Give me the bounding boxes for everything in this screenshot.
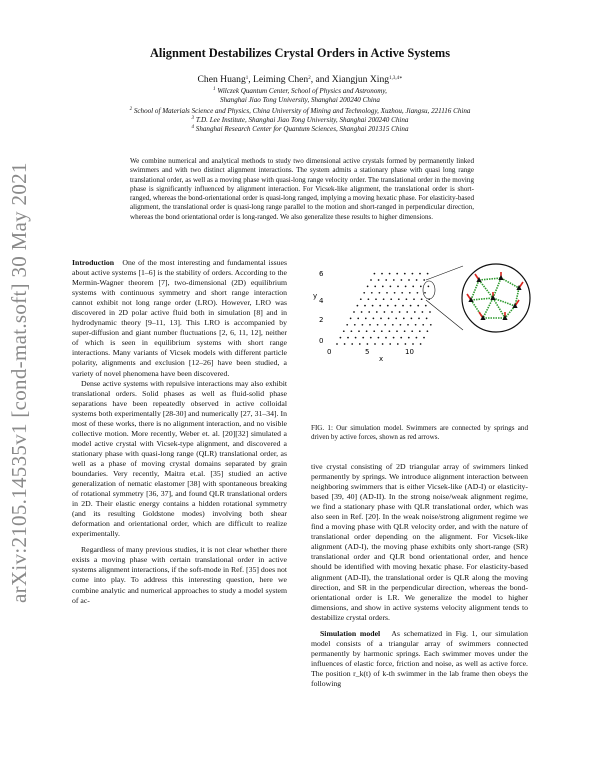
lattice-point <box>422 324 424 326</box>
lattice-point <box>408 279 410 281</box>
affiliation: $^2$ School of Materials Science and Physics, China University of Mining and Technology, Xuzhou, Jiangsu, 221116 China <box>129 107 471 115</box>
lattice-point <box>385 279 387 281</box>
x-tick-label: 5 <box>365 348 370 356</box>
y-axis-label: y <box>313 292 318 300</box>
lattice-point <box>401 292 403 294</box>
y-tick-label: 4 <box>319 297 324 305</box>
lattice-point <box>389 330 391 332</box>
lattice-point <box>379 292 381 294</box>
lattice-point <box>343 330 345 332</box>
lattice-point <box>340 337 342 339</box>
lattice-point <box>387 305 389 307</box>
lattice-point <box>382 286 384 288</box>
lattice-point <box>396 330 398 332</box>
lattice-point <box>419 273 421 275</box>
lattice-point <box>405 286 407 288</box>
lattice-point <box>397 286 399 288</box>
lattice-point <box>355 337 357 339</box>
figure-1 <box>311 258 531 398</box>
lattice-point <box>351 343 353 345</box>
lattice-point <box>407 324 409 326</box>
lattice-point <box>415 324 417 326</box>
lattice-point <box>392 324 394 326</box>
section-heading: Introduction <box>72 258 115 267</box>
lattice-point <box>416 337 418 339</box>
lattice-point <box>366 330 368 332</box>
lattice-point <box>424 292 426 294</box>
lattice-point <box>379 305 381 307</box>
lattice-point <box>382 343 384 345</box>
x-tick-label: 10 <box>405 348 414 356</box>
lattice-point <box>374 343 376 345</box>
lattice-point <box>430 324 432 326</box>
lattice-point <box>418 318 420 320</box>
lattice-point <box>413 298 415 300</box>
lattice-point <box>414 311 416 313</box>
x-axis-label: x <box>379 355 384 363</box>
lattice-point <box>359 343 361 345</box>
lattice-point <box>346 324 348 326</box>
lattice-point <box>375 298 377 300</box>
lattice-point <box>373 318 375 320</box>
lattice-point <box>420 343 422 345</box>
lattice-point <box>411 318 413 320</box>
lattice-point <box>377 324 379 326</box>
lattice-point <box>373 330 375 332</box>
right-column <box>311 462 528 689</box>
x-tick-label: 0 <box>327 348 332 356</box>
lattice-point <box>406 311 408 313</box>
intro-paragraph: Dense active systems with repulsive interactions may also exhibit translational orders. Solid phases as well as fluid-solid phase separations have been repeatedly observed in active colloidal systems both experimentally [28-30] and numerically [27, 31–34]. In most of these works, there is no alignment interaction, and no visible collective motion. More recently, Weber et. al. [20][32] simulated a model active crystal with Vicsek-type alignment, and discovered a stationary phase with quasi-long range (QLR) translational order, as well as a phase of moving crystal domains separated by grain boundaries. Very recently, Maitra et.al. [35] studied an active generalization of nematic elastomer [38] with spontaneous breaking of rotational symmetry [36, 37], and found QLR translational orders in 2D. Their elastic energy contains a hidden rotational symmetry (and its resulting Goldstone modes) involving both shear deformation and orientational order, which are difficult to realize experimentally. <box>72 378 287 539</box>
lattice-point <box>400 337 402 339</box>
paper-title: Alignment Destabilizes Crystal Orders in Active Systems <box>149 46 451 60</box>
lattice-point <box>363 292 365 294</box>
lattice-point <box>357 318 359 320</box>
author-name: Xiangjun Xing <box>331 74 390 85</box>
lattice-point <box>399 311 401 313</box>
lattice-point <box>367 286 369 288</box>
lattice-point <box>374 273 376 275</box>
lattice-point <box>393 337 395 339</box>
lattice-point <box>404 273 406 275</box>
lattice-point <box>360 298 362 300</box>
y-tick-label: 0 <box>319 337 324 345</box>
affiliation: $^4$ Shanghai Research Center for Quantum Sciences, Shanghai 201315 China <box>191 125 409 133</box>
lattice-point <box>394 292 396 294</box>
intro-paragraph: Introduction One of the most interesting and fundamental issues about active systems [1–6] is the stability of orders. According to the Mermin-Wagner theorem [7], two-dimensional (2D) equilibrium systems with continuous symmetry and short range interaction cannot exhibit not long range order (LRO). However, LRO was discovered in 2D polar active fluid both in simulation [8] and in hydrodynamic theory [9–11, 13]. This LRO is accompanied by super-diffusion and giant number fluctuations [2, 6, 11, 12], neither of which is seen in equilibrium systems with short range interactions. Many variants of Vicsek models with different particle polarity, alignments and exclusion [12–26] have been studied, a variety of novel phenomena have been discovered. <box>72 258 287 378</box>
lattice-point <box>404 330 406 332</box>
lattice-point <box>385 337 387 339</box>
lattice-point <box>390 298 392 300</box>
lattice-point <box>364 305 366 307</box>
lattice-point <box>389 343 391 345</box>
lattice-point <box>384 324 386 326</box>
lattice-point <box>368 298 370 300</box>
author-mark: 1 <box>245 76 249 81</box>
lattice-point <box>378 337 380 339</box>
lattice-point <box>369 324 371 326</box>
lattice-point <box>397 343 399 345</box>
lattice-point <box>376 311 378 313</box>
lattice-point <box>423 337 425 339</box>
lattice-point <box>380 318 382 320</box>
lattice-point <box>383 298 385 300</box>
lattice-point <box>400 324 402 326</box>
lattice-point <box>409 292 411 294</box>
lattice-point <box>425 305 427 307</box>
lattice-point <box>370 279 372 281</box>
lattice-point <box>389 273 391 275</box>
lattice-point <box>423 279 425 281</box>
lattice-point <box>419 330 421 332</box>
author-mark: 1,3,4∗ <box>389 76 403 81</box>
section-heading: Simulation model <box>320 628 381 638</box>
lattice-point <box>402 305 404 307</box>
lattice-point <box>403 318 405 320</box>
lattice-point <box>395 318 397 320</box>
abstract: We combine numerical and analytical methods to study two dimensional active crystals formed by permanently linked swimmers and with two distinct alignment interactions. The system admits a stationary phase with quasi long range translational order, as well as a moving phase with quasi-long range velocity order. The translational order in the moving phase is significantly influenced by alignment interaction. For Vicsek-like alignment, the translational order is short-ranged, whereas the bond-orientational order is quasi-long ranged, implying a moving hexatic phase. For elasticity-based alignment, the translational order is quasi-long range parallel to the motion and short-ranged in perpendicular direction, whereas the bond orientational order is long-ranged. We also generalize these results to higher dimensions. <box>130 157 474 221</box>
lattice-point <box>357 305 359 307</box>
lattice-point <box>361 311 363 313</box>
affiliation: $^1$ Wilczek Quantum Center, School of Physics and Astronomy, <box>213 87 387 95</box>
lattice-point <box>411 330 413 332</box>
lattice-point <box>417 292 419 294</box>
lattice-point <box>406 298 408 300</box>
affiliation: $^3$ T.D. Lee Institute, Shanghai Jiao Tong University, Shanghai 200240 China <box>191 116 409 124</box>
lattice-point <box>412 273 414 275</box>
lattice-point <box>350 318 352 320</box>
lattice-point <box>367 343 369 345</box>
lattice-point <box>381 330 383 332</box>
lattice-point <box>336 343 338 345</box>
lattice-point <box>422 311 424 313</box>
lattice-point <box>427 330 429 332</box>
y-tick-label: 6 <box>319 270 324 278</box>
lattice-point <box>417 305 419 307</box>
lattice-point <box>410 305 412 307</box>
figure-caption: FIG. 1: Our simulation model. Swimmers are connected by springs and driven by active forces, shown as red arrows. <box>311 424 528 441</box>
affiliation: Shanghai Jiao Tong University, Shanghai 200240 China <box>220 96 380 104</box>
lattice-point <box>381 273 383 275</box>
left-column <box>72 258 287 606</box>
lattice-point <box>368 311 370 313</box>
lattice-point <box>395 305 397 307</box>
lattice-point <box>416 279 418 281</box>
author-list: Chen Huang$^1$, Leiming Chen$^2$, and Xiangjun Xing$^{1,3,4∗}$ <box>197 74 403 85</box>
body-paragraph: tive crystal consisting of 2D triangular array of swimmers linked permanently by springs. We introduce alignment interaction between neighboring swimmers that is either Vicsek-like (AD-I) or elasticity-based [39, 40] (AD-II). In the strong noise/weak alignment regime, we find a stationary phase with QLR translational order, which was also seen in Ref. [20]. In the weak noise/strong alignment regime we find a moving phase with QLR velocity order, and with the nature of translational order depending on the alignment. For Vicsek-like alignment (AD-I), the moving phase exhibits only short-range (SR) translational order and QLR bond orientational order, and hence should be identified with moving hexatic phase. For elasticity-based alignment (AD-II), the translational order is QLR along the moving direction, and SR in the perpendicular direction, whereas the bond-orientational order is LR. We generalize the model to higher dimensions, and show in active systems velocity alignment tends to destabilize crystal orders. <box>311 462 528 622</box>
lattice-point <box>378 279 380 281</box>
y-tick-label: 2 <box>319 316 324 324</box>
lattice-point <box>365 318 367 320</box>
lattice-point <box>412 286 414 288</box>
lattice-point <box>344 343 346 345</box>
lattice-point <box>386 292 388 294</box>
author-name: Chen Huang <box>197 74 246 85</box>
arxiv-identifier: arXiv:2105.14535v1 [cond-mat.soft] 30 May 2021 <box>7 162 31 603</box>
lattice-point <box>358 330 360 332</box>
lattice-point <box>398 298 400 300</box>
lattice-point <box>405 343 407 345</box>
lattice-point <box>401 279 403 281</box>
lattice-point <box>353 311 355 313</box>
lattice-point <box>388 318 390 320</box>
body-paragraph: Simulation model As schematized in Fig. 1, our simulation model consists of a triangular array of swimmers connected permanently by harmonic springs. Each swimmer moves under the influences of elastic force, friction and noise, as well as active force. The position r_k(t) of k-th swimmer in the lab frame then obeys the following <box>311 628 528 688</box>
lattice-point <box>393 279 395 281</box>
lattice-point <box>372 305 374 307</box>
lattice-point <box>412 343 414 345</box>
lattice-point <box>408 337 410 339</box>
author-mark: 2 <box>308 76 311 81</box>
lattice-point <box>391 311 393 313</box>
lattice-point <box>421 298 423 300</box>
author-name: Leiming Chen <box>253 74 309 85</box>
intro-paragraph: Regardless of many previous studies, it is not clear whether there exists a moving phase with certain translational order in active systems alignment interactions, if the soft-mode in Ref. [35] does not come into play. To address this interesting question, here we combine analytic and numerical approaches to study a model system of ac- <box>72 545 287 605</box>
lattice-point <box>370 337 372 339</box>
lattice-point <box>347 337 349 339</box>
lattice-point <box>362 324 364 326</box>
zoom-inset <box>462 264 530 332</box>
lattice-point <box>351 330 353 332</box>
lattice-point <box>429 311 431 313</box>
lattice-point <box>384 311 386 313</box>
lattice-point <box>426 318 428 320</box>
lattice-point <box>396 273 398 275</box>
lattice-point <box>390 286 392 288</box>
lattice-point <box>427 273 429 275</box>
lattice-point <box>374 286 376 288</box>
lattice-point <box>428 286 430 288</box>
lattice-point <box>371 292 373 294</box>
lattice-point <box>362 337 364 339</box>
lattice-plot <box>313 266 463 363</box>
lattice-point <box>420 286 422 288</box>
lattice-point <box>354 324 356 326</box>
